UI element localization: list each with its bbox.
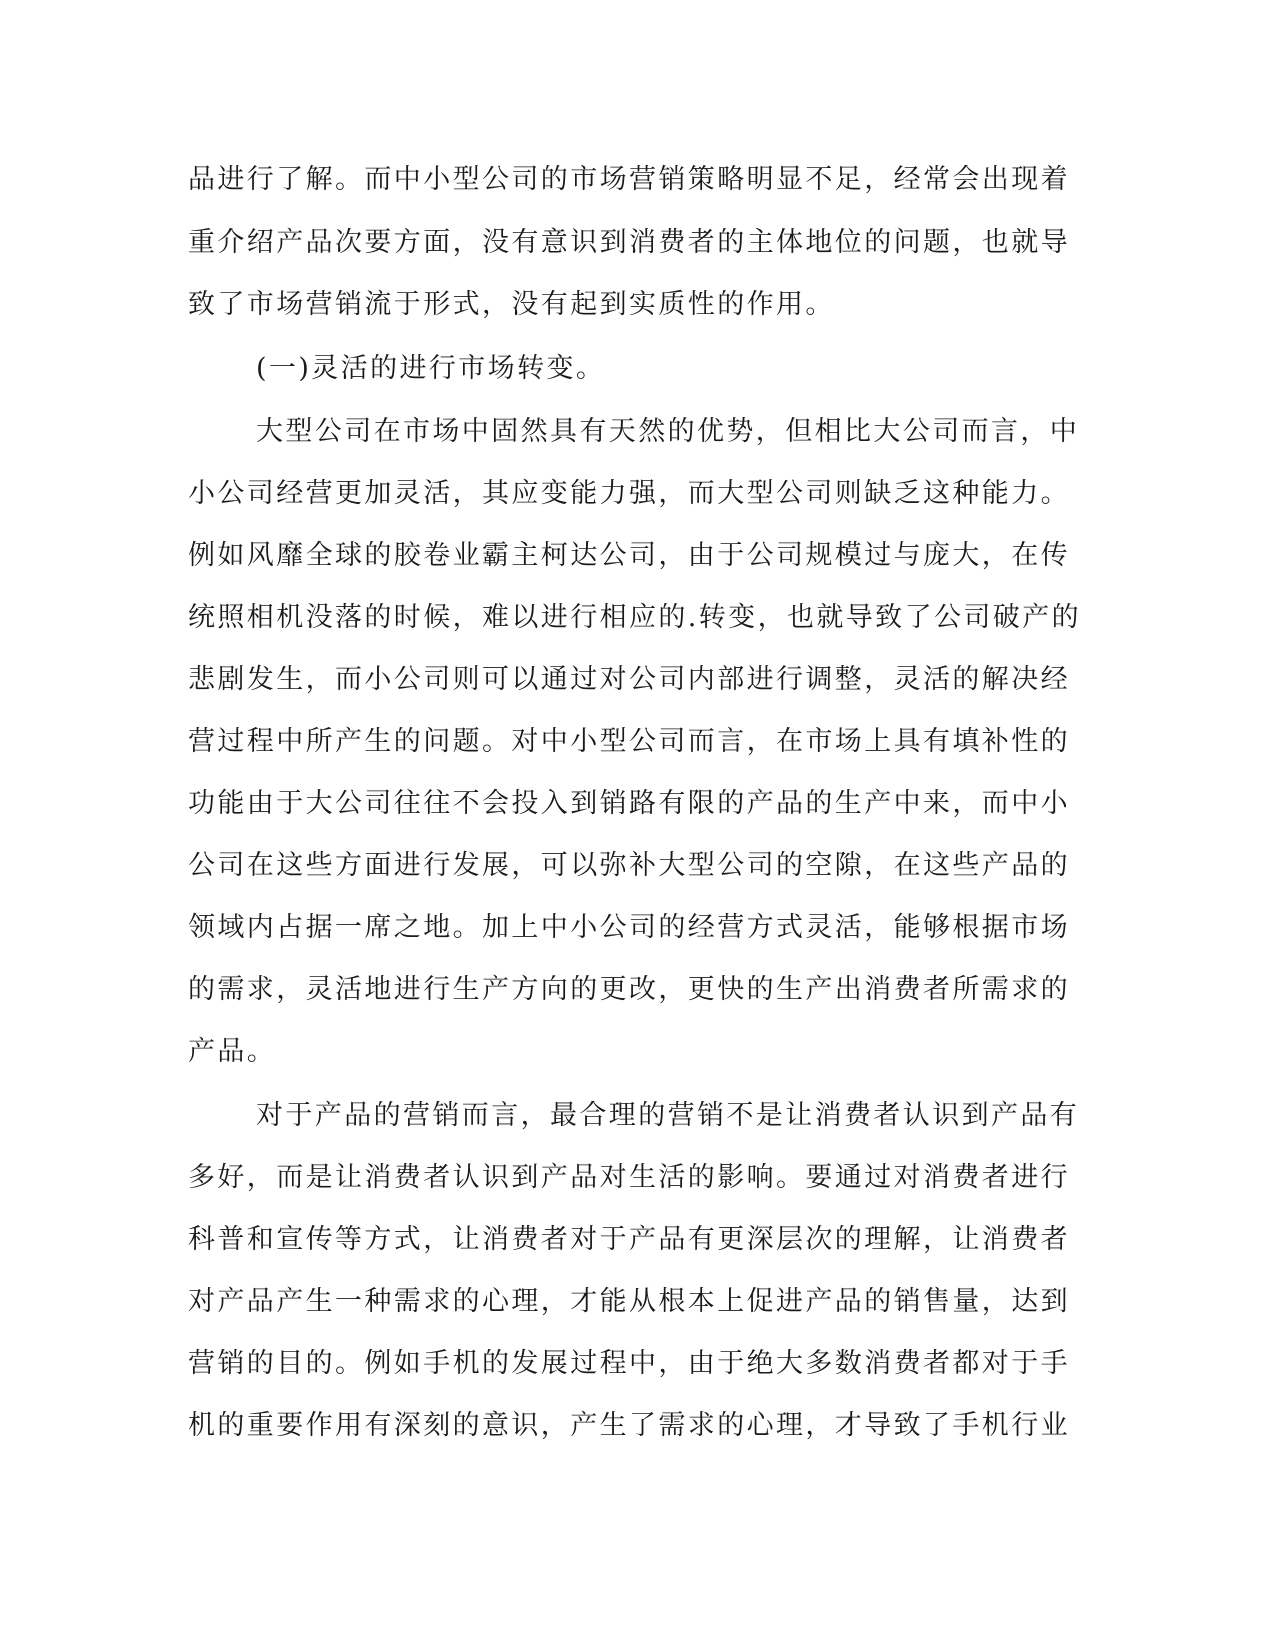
text-line: 公司在这些方面进行发展，可以弥补大型公司的空隙，在这些产品的 <box>188 850 1070 881</box>
text-line: 对于产品的营销而言，最合理的营销不是让消费者认识到产品有 <box>256 1100 1080 1131</box>
section-heading: (一)灵活的进行市场转变。 <box>256 353 606 384</box>
text-line: 对产品产生一种需求的心理，才能从根本上促进产品的销售量，达到 <box>188 1286 1070 1317</box>
text-line: 领域内占据一席之地。加上中小公司的经营方式灵活，能够根据市场 <box>188 912 1070 943</box>
text-line: 科普和宣传等方式，让消费者对于产品有更深层次的理解，让消费者 <box>188 1224 1070 1255</box>
text-line: 营销的目的。例如手机的发展过程中，由于绝大多数消费者都对于手 <box>188 1348 1070 1379</box>
text-line: 多好，而是让消费者认识到产品对生活的影响。要通过对消费者进行 <box>188 1162 1070 1193</box>
text-line: 品进行了解。而中小型公司的市场营销策略明显不足，经常会出现着 <box>188 164 1070 195</box>
text-line: 营过程中所产生的问题。对中小型公司而言，在市场上具有填补性的 <box>188 726 1070 757</box>
text-line: 功能由于大公司往往不会投入到销路有限的产品的生产中来，而中小 <box>188 788 1070 819</box>
text-line: 大型公司在市场中固然具有天然的优势，但相比大公司而言，中 <box>256 416 1080 447</box>
text-line: 例如风靡全球的胶卷业霸主柯达公司，由于公司规模过与庞大，在传 <box>188 540 1070 571</box>
text-line: 小公司经营更加灵活，其应变能力强，而大型公司则缺乏这种能力。 <box>188 478 1070 509</box>
text-line: 统照相机没落的时候，难以进行相应的.转变，也就导致了公司破产的 <box>188 602 1081 633</box>
text-line: 重介绍产品次要方面，没有意识到消费者的主体地位的问题，也就导 <box>188 227 1070 258</box>
text-line: 产品。 <box>188 1036 277 1067</box>
text-line: 致了市场营销流于形式，没有起到实质性的作用。 <box>188 289 835 320</box>
text-line: 机的重要作用有深刻的意识，产生了需求的心理，才导致了手机行业 <box>188 1410 1070 1441</box>
text-line: 悲剧发生，而小公司则可以通过对公司内部进行调整，灵活的解决经 <box>188 664 1070 695</box>
text-line: 的需求，灵活地进行生产方向的更改，更快的生产出消费者所需求的 <box>188 974 1070 1005</box>
